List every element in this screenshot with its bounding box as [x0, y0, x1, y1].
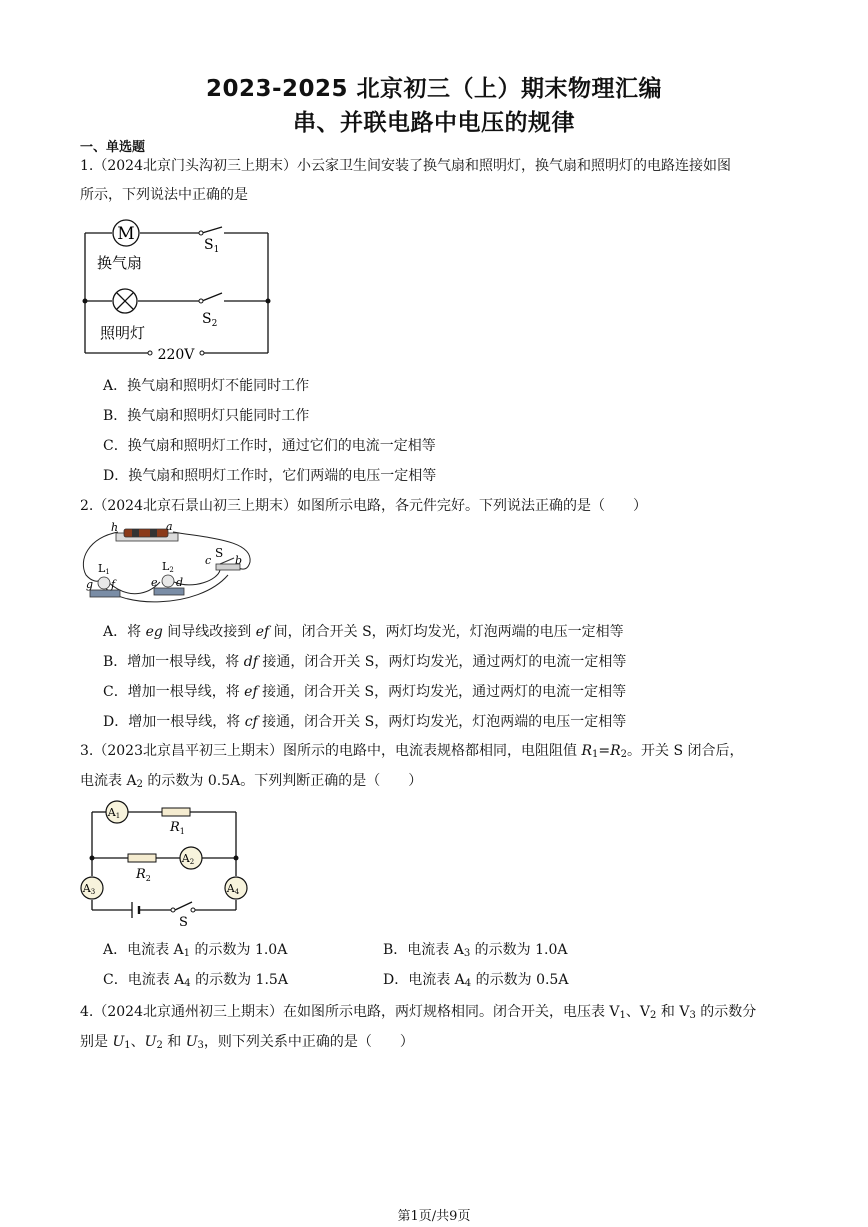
section-heading: 一、单选题 [80, 140, 146, 155]
q4-stem-line2: 别是 $U_1$、$U_2$ 和 $U_3$，则下列关系中正确的是（ ） [80, 1034, 414, 1051]
lamp-l1-label: L1 [98, 562, 110, 576]
switch-label: S [215, 546, 224, 560]
q2-option-c: C．增加一根导线，将 ef 接通，闭合开关 S，两灯均发光，通过两灯的电流一定相等 [103, 684, 627, 700]
terminal-c-label: c [205, 554, 212, 567]
fan-label: 换气扇 [97, 254, 143, 272]
q3-stem-line1: 3.（2023北京昌平初三上期末）图所示的电路中，电流表规格都相同，电阻阻值 $R_1=R_2$。开关 S 闭合后， [80, 743, 744, 760]
ammeter-a2: A2 [181, 852, 195, 866]
q1-option-a: A．换气扇和照明灯不能同时工作 [103, 378, 310, 394]
terminal-g-label: g [86, 578, 94, 591]
q3-circuit-diagram [76, 798, 252, 930]
q2-option-a: A．将 eg 间导线改接到 ef 间，闭合开关 S，两灯均发光，灯泡两端的电压一定相等 [103, 624, 624, 640]
q2-circuit-photo [78, 520, 263, 608]
resistor-r1-label: $R_1$ [170, 820, 185, 836]
ammeter-a3: A3 [82, 882, 96, 896]
q3-option-a: A．电流表 $A_1$ 的示数为 1.0A [103, 942, 288, 959]
page-footer: 第1页/共9页 [397, 1209, 471, 1224]
motor-symbol-label: M [117, 224, 135, 244]
q1-option-c: C．换气扇和照明灯工作时，通过它们的电流一定相等 [103, 438, 436, 454]
q4-stem-line1: 4.（2024北京通州初三上期末）在如图所示电路，两灯规格相同。闭合开关，电压表 $V_1$、$V_2$ 和 $V_3$ 的示数分 [80, 1004, 757, 1021]
switch-s-label: S [179, 915, 188, 930]
q3-option-c: C．电流表 $A_4$ 的示数为 1.5A [103, 972, 288, 989]
q1-stem-line2: 所示，下列说法中正确的是 [80, 187, 248, 203]
terminal-d-label: d [176, 576, 184, 589]
ammeter-a1: A1 [107, 806, 121, 820]
q3-stem-line2: 电流表 $A_2$ 的示数为 0.5A。下列判断正确的是（ ） [80, 773, 423, 790]
q3-option-d: D．电流表 $A_4$ 的示数为 0.5A [383, 972, 569, 989]
terminal-e-label: e [151, 576, 158, 589]
q1-option-b: B．换气扇和照明灯只能同时工作 [103, 408, 310, 424]
switch-s2-label: $S_2$ [202, 311, 218, 329]
document-title: 2023-2025 北京初三（上）期末物理汇编 [205, 76, 663, 102]
ammeter-a4: A4 [226, 882, 240, 896]
switch-s1-label: $S_1$ [204, 237, 220, 255]
q1-circuit-diagram [80, 213, 280, 363]
lamp-label: 照明灯 [100, 324, 146, 342]
terminal-h-label: h [111, 521, 119, 534]
q2-option-b: B．增加一根导线，将 df 接通，闭合开关 S，两灯均发光，通过两灯的电流一定相等 [103, 654, 627, 670]
resistor-r2-label: $R_2$ [136, 867, 151, 883]
q2-stem-line1: 2.（2024北京石景山初三上期末）如图所示电路，各元件完好。下列说法正确的是（ ） [80, 498, 647, 514]
q2-option-d: D．增加一根导线，将 cf 接通，闭合开关 S，两灯均发光，灯泡两端的电压一定相等 [103, 714, 627, 730]
q1-stem-line1: 1.（2024北京门头沟初三上期末）小云家卫生间安装了换气扇和照明灯，换气扇和照明灯的电路连接如图 [80, 158, 731, 174]
terminal-f-label: f [111, 578, 116, 591]
terminal-b-label: b [235, 554, 243, 567]
lamp-l2-label: L2 [162, 560, 174, 574]
q1-option-d: D．换气扇和照明灯工作时，它们两端的电压一定相等 [103, 468, 437, 484]
voltage-label: 220V [157, 347, 195, 363]
q3-option-b: B．电流表 $A_3$ 的示数为 1.0A [383, 942, 568, 959]
terminal-a-label: a [166, 520, 173, 533]
document-subtitle: 串、并联电路中电压的规律 [293, 110, 575, 136]
